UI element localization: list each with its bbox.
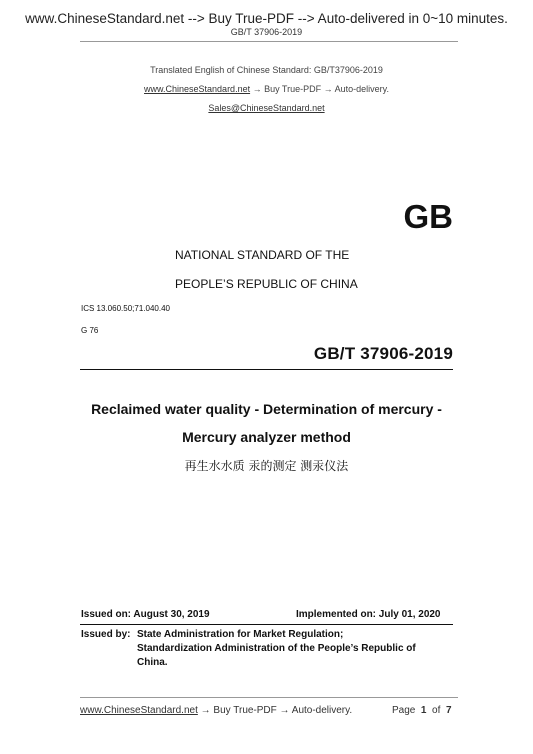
page-total: 7 [445,705,452,716]
issuer-line3: China. [137,657,168,668]
top-banner: www.ChineseStandard.net --> Buy True-PDF --> Auto-delivered in 0~10 minutes. [25,11,508,26]
national-standard-line1: NATIONAL STANDARD OF THE [175,248,350,262]
site-link[interactable]: www.ChineseStandard.net [144,84,251,94]
translation-note: Translated English of Chinese Standard: GB/T37906-2019 [150,65,383,75]
page-of: of [432,705,441,716]
title-line1: Reclaimed water quality - Determination of mercury - [91,401,442,417]
page-label: Page [392,705,416,716]
page-current: 1 [420,705,427,716]
issued-by-label: Issued by: [81,629,131,640]
gb-logo: GB [403,198,453,235]
title-chinese: 再生水水质 汞的测定 测汞仪法 [184,459,349,473]
header-doc-ref: GB/T 37906-2019 [230,27,303,37]
dates-rule [80,624,453,625]
national-standard-line2: PEOPLE’S REPUBLIC OF CHINA [175,277,358,291]
header-divider [80,41,458,42]
email-link[interactable]: Sales@ChineseStandard.net [208,103,325,113]
issued-on: Issued on: August 30, 2019 [81,609,210,620]
footer-site-link[interactable]: www.ChineseStandard.net [80,705,198,716]
title-line2: Mercury analyzer method [182,429,351,445]
footer-divider [80,697,458,698]
footer-delivery-text: → Buy True-PDF → Auto-delivery. [197,705,353,716]
implemented-on: Implemented on: July 01, 2020 [296,609,441,620]
standard-number-rule [80,369,453,370]
standard-number: GB/T 37906-2019 [313,344,453,363]
intro-delivery-line [0,84,533,94]
issuer-line1: State Administration for Market Regulation; [137,629,344,640]
email-line [0,103,533,113]
ccs-code: G 76 [81,326,99,335]
ics-code: ICS 13.060.50;71.040.40 [81,304,170,313]
page-indicator [392,705,452,716]
delivery-text: → Buy True-PDF → Auto-delivery. [250,84,389,94]
footer-delivery-line [80,705,352,716]
issuer-line2: Standardization Administration of the People’s Republic of [137,643,416,654]
